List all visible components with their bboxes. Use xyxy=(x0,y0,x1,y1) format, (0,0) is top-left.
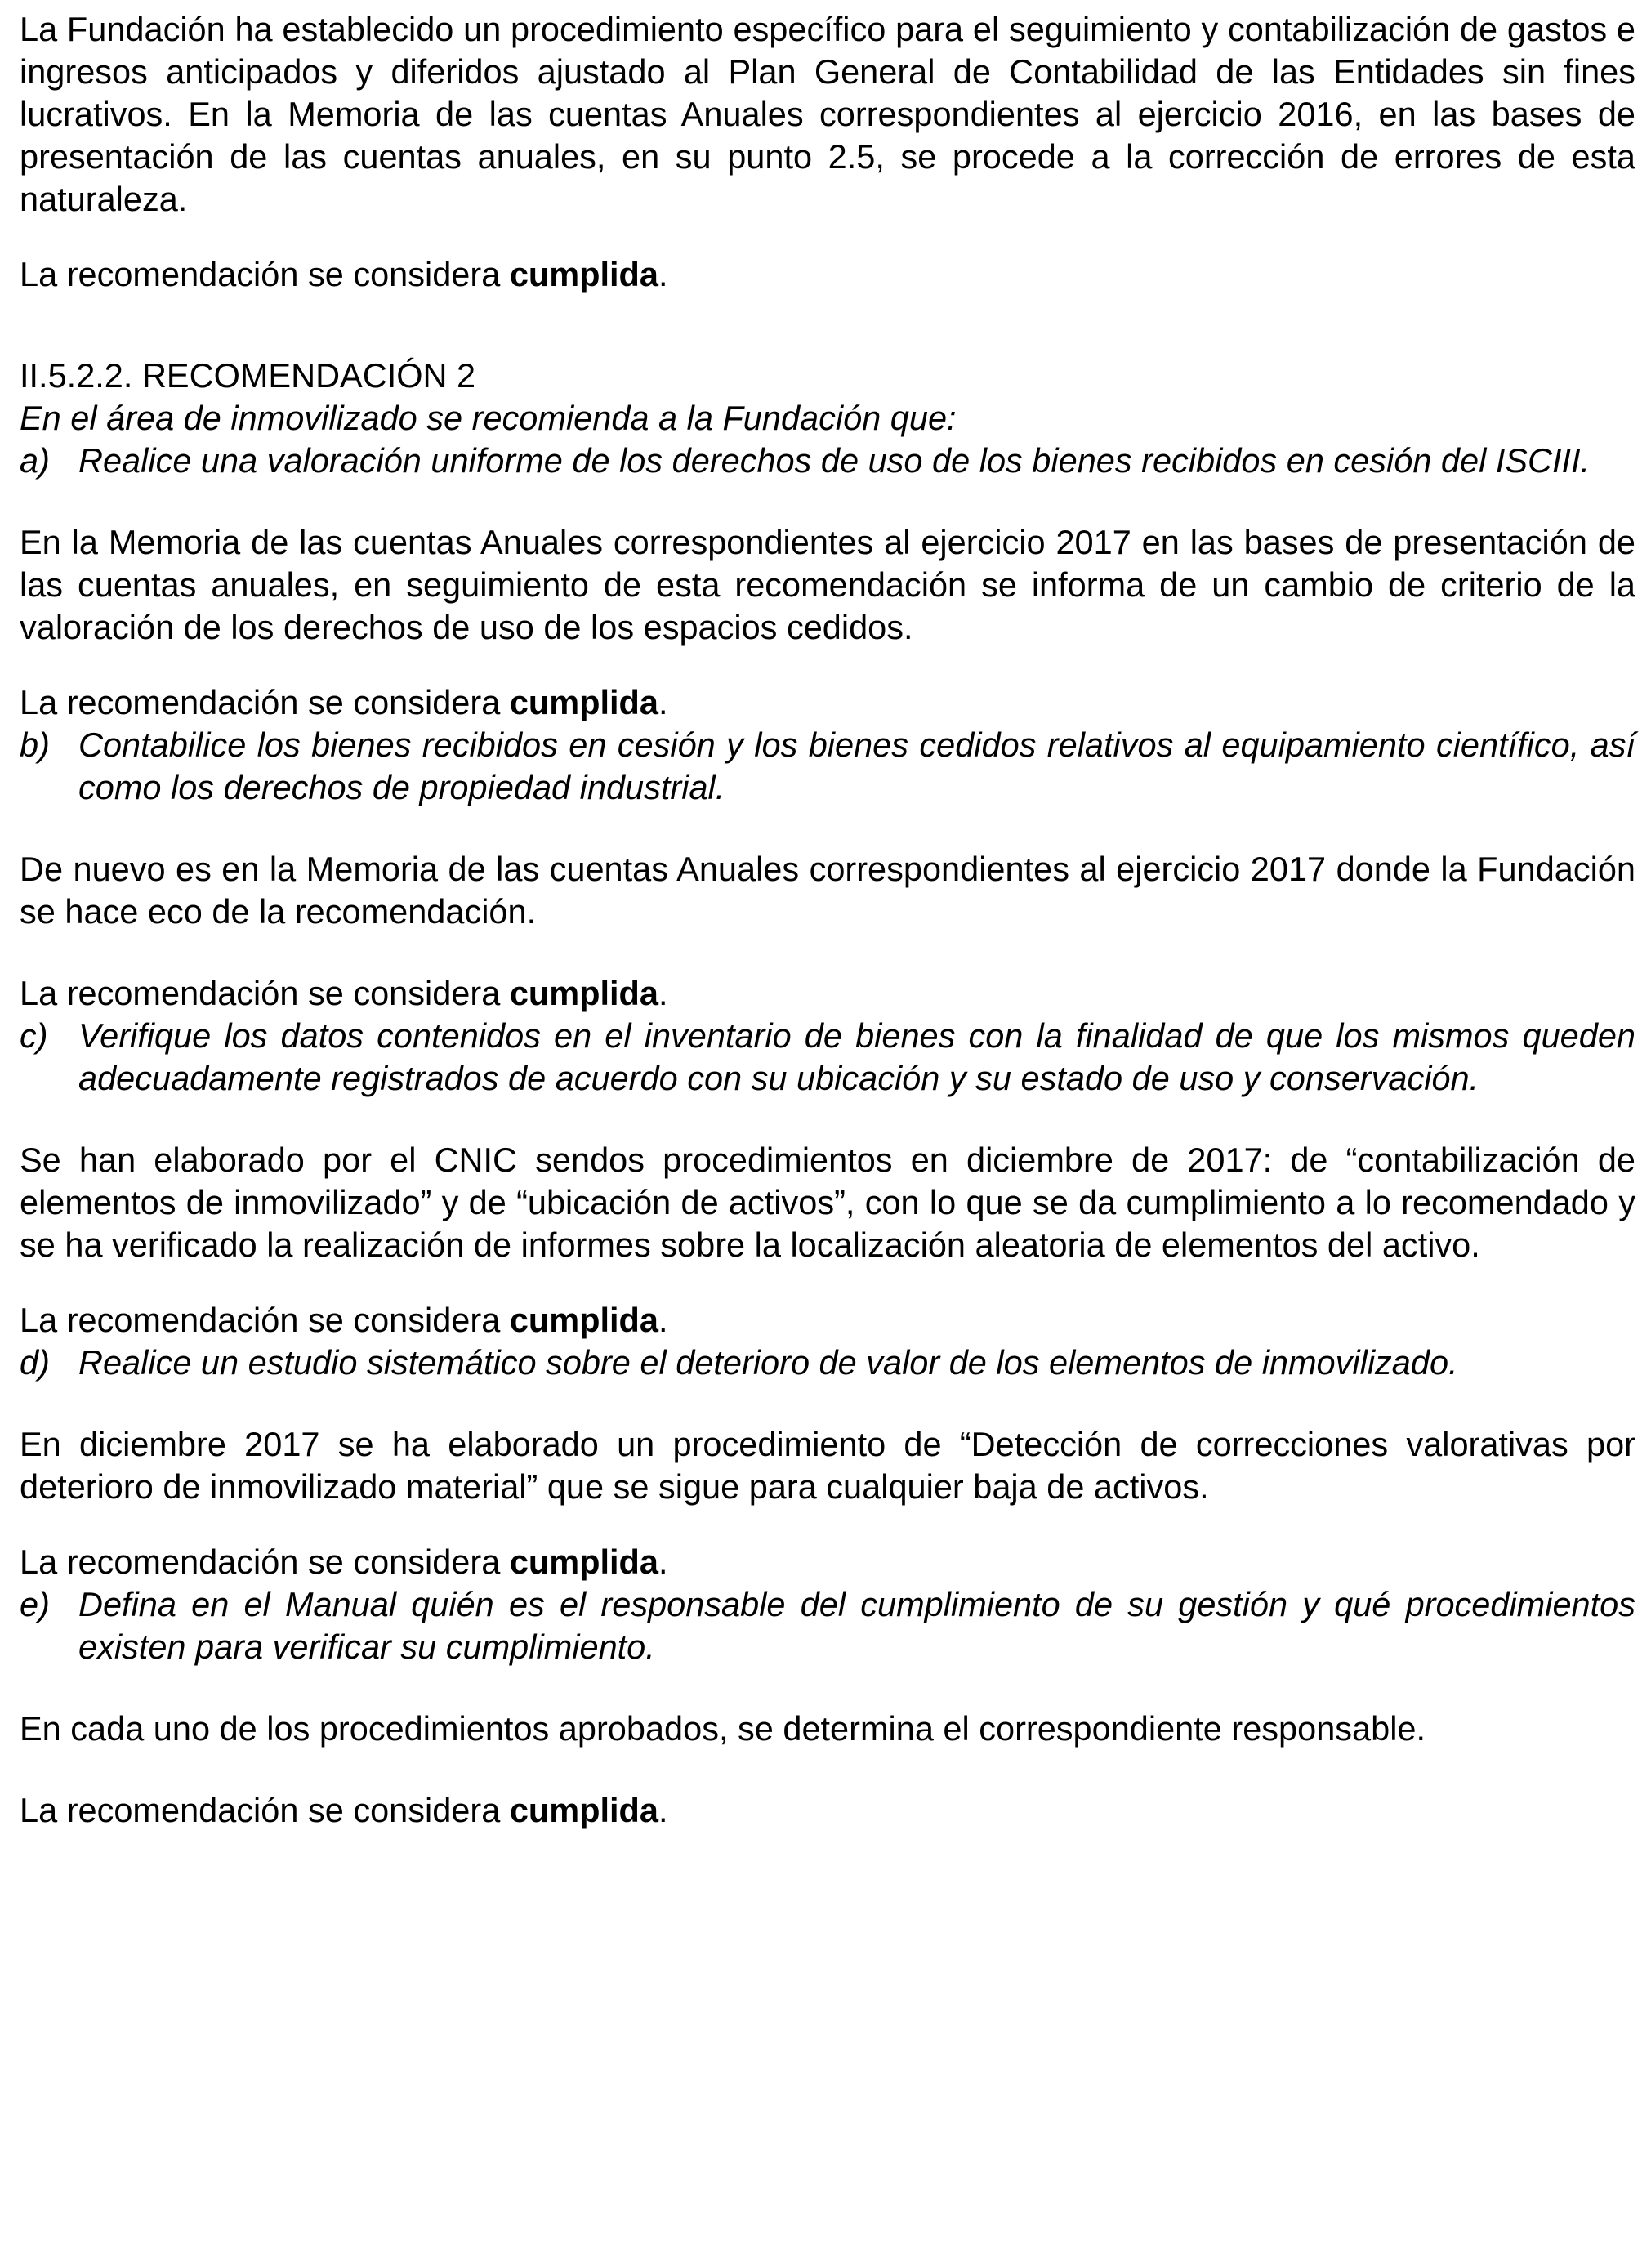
status-value: cumplida xyxy=(509,683,658,721)
section-intro: En el área de inmovilizado se recomienda a la Fundación que: xyxy=(20,399,957,437)
status-line: La recomendación se considera cumplida. xyxy=(20,974,668,1012)
intro-paragraph: La Fundación ha establecido un procedimiento específico para el seguimiento y contabilización de gastos e ingresos anticipados y diferidos ajustado al Plan General de Contabilidad de las Entidades sin fines lucrativos. En la Memoria de las cuentas Anuales correspondientes al ejercicio 2016, en las bases de presentación de las cuentas anuales, en su punto 2.5, se procede a la corrección de errores de esta naturaleza. xyxy=(20,10,1635,218)
recommendation-item-b xyxy=(20,724,1635,809)
item-text: Realice una valoración uniforme de los derechos de uso de los bienes recibidos en cesión del ISCIII. xyxy=(78,441,1591,480)
status-line: La recomendación se considera cumplida. xyxy=(20,1543,668,1581)
status-value: cumplida xyxy=(509,1791,658,1829)
section-heading: II.5.2.2. RECOMENDACIÓN 2 xyxy=(20,356,476,395)
item-d-response: En diciembre 2017 se ha elaborado un procedimiento de “Detección de correcciones valorativas por deterioro de inmovilizado material” que se sigue para cualquier baja de activos. xyxy=(20,1425,1635,1506)
status-value: cumplida xyxy=(509,1301,658,1339)
item-marker: c) xyxy=(20,1016,48,1055)
item-marker: b) xyxy=(20,725,50,764)
item-text: Realice un estudio sistemático sobre el deterioro de valor de los elementos de inmovilizado. xyxy=(78,1343,1458,1382)
item-a-response: En la Memoria de las cuentas Anuales correspondientes al ejercicio 2017 en las bases de presentación de las cuentas anuales, en seguimiento de esta recomendación se informa de un cambio de criterio de la valoración de los derechos de uso de los espacios cedidos. xyxy=(20,523,1635,646)
status-value: cumplida xyxy=(509,1543,658,1581)
status-value: cumplida xyxy=(509,255,658,293)
recommendation-item-c xyxy=(20,1015,1635,1100)
status-value: cumplida xyxy=(509,974,658,1012)
recommendation-item-e xyxy=(20,1583,1635,1668)
item-text: Verifique los datos contenidos en el inventario de bienes con la finalidad de que los mismos queden adecuadamente registrados de acuerdo con su ubicación y su estado de uso y conservación. xyxy=(78,1016,1635,1097)
document-page xyxy=(20,8,1635,1832)
item-marker: e) xyxy=(20,1585,50,1623)
item-text: Contabilice los bienes recibidos en cesión y los bienes cedidos relativos al equipamiento científico, así como los derechos de propiedad industrial. xyxy=(78,725,1635,806)
item-text: Defina en el Manual quién es el responsable del cumplimiento de su gestión y qué procedimientos existen para verificar su cumplimiento. xyxy=(78,1585,1635,1666)
item-c-response: Se han elaborado por el CNIC sendos procedimientos en diciembre de 2017: de “contabilización de elementos de inmovilizado” y de “ubicación de activos”, con lo que se da cumplimiento a lo recomendado y se ha verificado la realización de informes sobre la localización aleatoria de elementos del activo. xyxy=(20,1141,1635,1264)
status-line: La recomendación se considera cumplida. xyxy=(20,683,668,721)
status-line: La recomendación se considera cumplida. xyxy=(20,1301,668,1339)
status-line: La recomendación se considera cumplida. xyxy=(20,1791,668,1829)
status-line: La recomendación se considera cumplida. xyxy=(20,255,668,293)
item-marker: d) xyxy=(20,1343,50,1382)
recommendation-item-d xyxy=(20,1342,1635,1384)
item-b-response: De nuevo es en la Memoria de las cuentas Anuales correspondientes al ejercicio 2017 donde la Fundación se hace eco de la recomendación. xyxy=(20,850,1635,931)
item-marker: a) xyxy=(20,441,50,480)
recommendation-item-a xyxy=(20,440,1635,482)
item-e-response: En cada uno de los procedimientos aprobados, se determina el correspondiente responsable. xyxy=(20,1709,1426,1748)
